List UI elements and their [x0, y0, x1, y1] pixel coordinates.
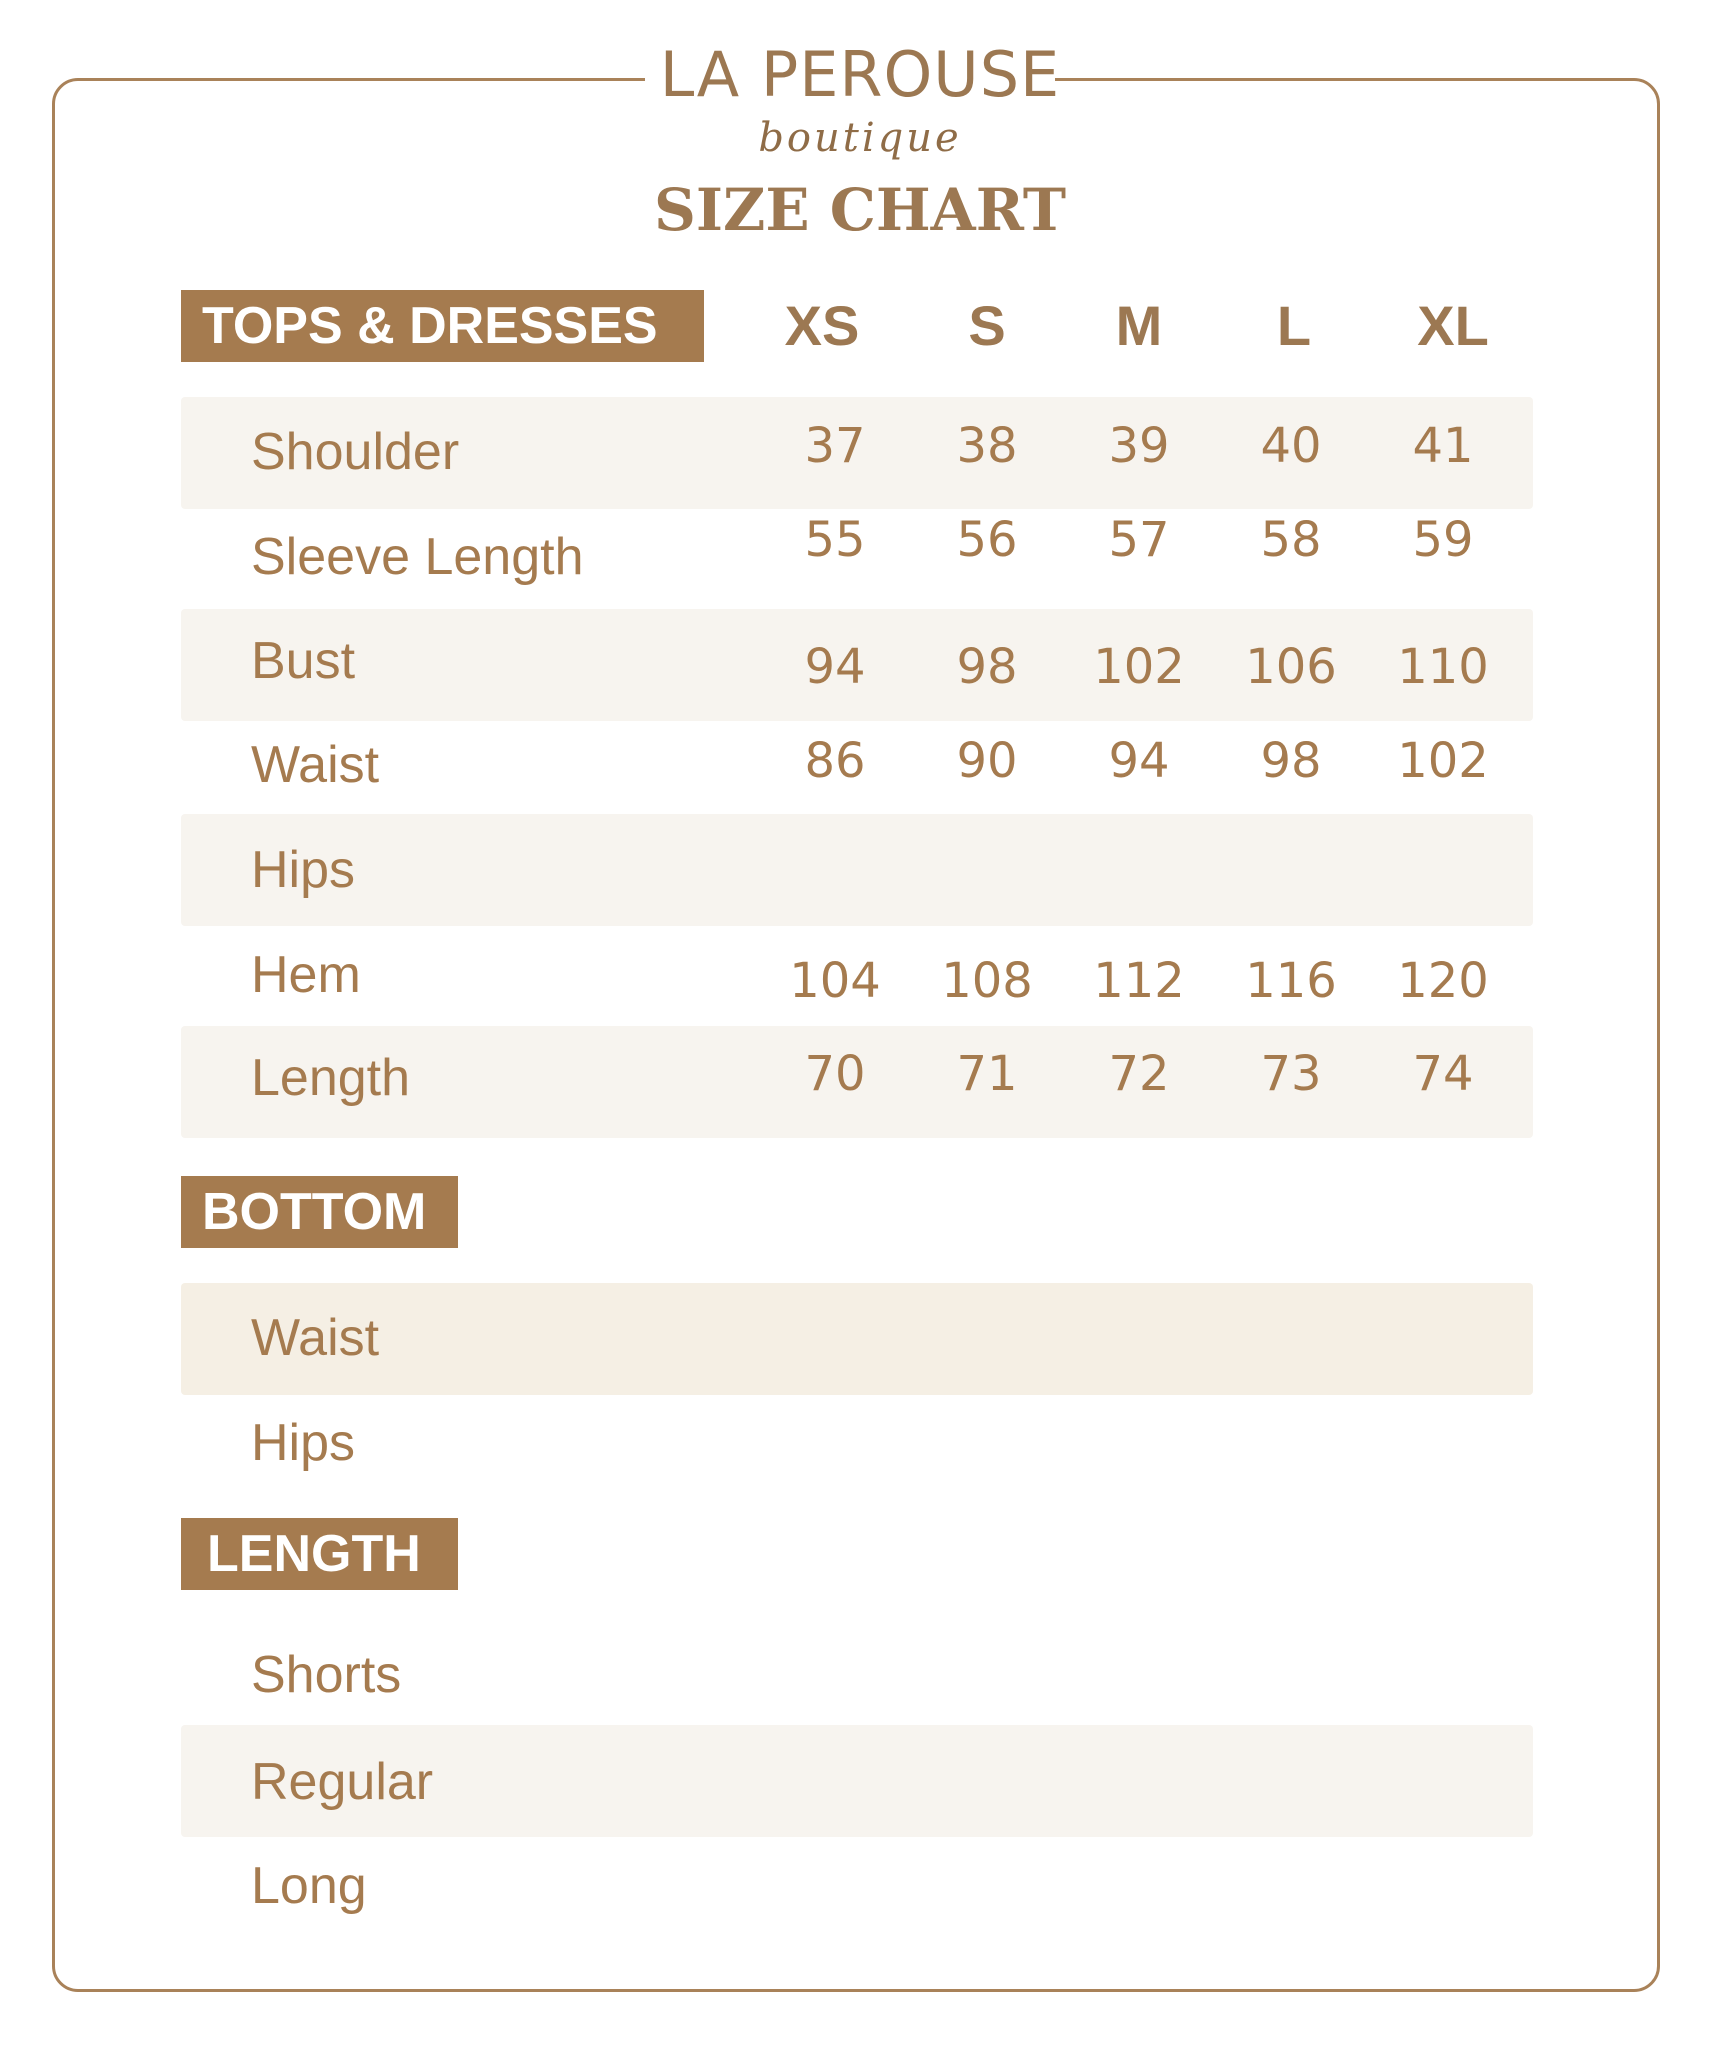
row-label: Waist: [251, 736, 380, 794]
page-title: SIZE CHART: [653, 176, 1067, 244]
row-label: Shoulder: [251, 423, 460, 481]
row-label: Hips: [251, 1414, 356, 1472]
row-label: Length: [251, 1049, 411, 1107]
table-cell: 108: [941, 953, 1033, 1009]
size-header-xl: XL: [1417, 294, 1489, 357]
row-label: Sleeve Length: [251, 528, 584, 586]
table-cell: 90: [956, 733, 1018, 789]
section-heading-bottom: BOTTOM: [181, 1176, 458, 1248]
table-cell: 56: [956, 512, 1018, 568]
table-cell: 112: [1093, 953, 1185, 1009]
table-cell: 57: [1108, 512, 1170, 568]
table-row: [181, 1725, 1533, 1837]
table-cell: 86: [804, 733, 866, 789]
table-row: [181, 1620, 1533, 1732]
size-header-xs: XS: [784, 294, 860, 357]
table-cell: 98: [1260, 733, 1322, 789]
table-cell: 41: [1412, 418, 1474, 474]
brand-tagline: boutique: [758, 115, 962, 161]
table-cell: 40: [1260, 418, 1322, 474]
row-label: Hem: [251, 946, 361, 1004]
table-cell: 59: [1412, 512, 1474, 568]
table-cell: 73: [1260, 1046, 1322, 1102]
section-heading-length: LENGTH: [181, 1518, 458, 1590]
table-cell: 71: [956, 1046, 1018, 1102]
row-label: Shorts: [251, 1646, 402, 1704]
row-label: Bust: [251, 632, 356, 690]
table-cell: 104: [789, 953, 881, 1009]
brand-logo: [640, 40, 1080, 160]
size-header-m: M: [1115, 294, 1163, 357]
row-label: Regular: [251, 1753, 434, 1811]
table-row: [181, 1836, 1533, 1948]
row-label: Long: [251, 1857, 367, 1915]
table-cell: 58: [1260, 512, 1322, 568]
table-cell: 38: [956, 418, 1018, 474]
brand-name: LA PEROUSE: [659, 38, 1061, 111]
table-cell: 102: [1397, 733, 1489, 789]
table-cell: 55: [804, 512, 866, 568]
size-header-s: S: [968, 294, 1006, 357]
table-cell: 94: [804, 639, 866, 695]
table-row: [181, 1395, 1533, 1507]
table-cell: 120: [1397, 953, 1489, 1009]
table-cell: 74: [1412, 1046, 1474, 1102]
table-cell: 72: [1108, 1046, 1170, 1102]
table-cell: 106: [1245, 639, 1337, 695]
table-cell: 110: [1397, 639, 1489, 695]
table-cell: 102: [1093, 639, 1185, 695]
table-row: [181, 814, 1533, 926]
row-label: Waist: [251, 1309, 380, 1367]
table-cell: 37: [804, 418, 866, 474]
table-row: [181, 1283, 1533, 1395]
table-cell: 94: [1108, 733, 1170, 789]
size-header-l: L: [1276, 294, 1312, 357]
table-cell: 98: [956, 639, 1018, 695]
table-cell: 39: [1108, 418, 1170, 474]
row-label: Hips: [251, 841, 356, 899]
table-cell: 70: [804, 1046, 866, 1102]
section-heading-tops: TOPS & DRESSES: [181, 290, 704, 362]
table-cell: 116: [1245, 953, 1337, 1009]
